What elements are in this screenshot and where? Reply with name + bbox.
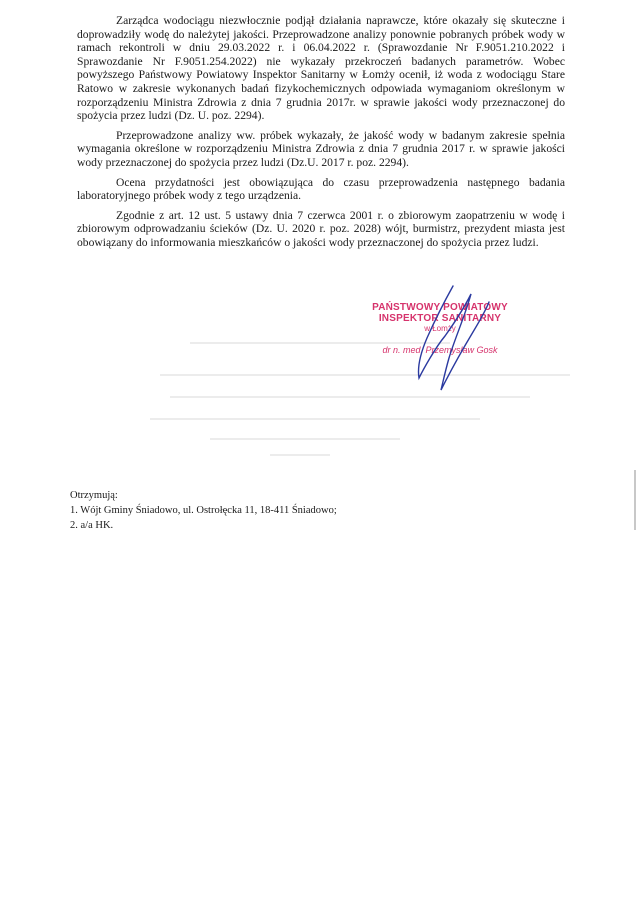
- paragraph-legal-obligation: Zgodnie z art. 12 ust. 5 ustawy dnia 7 czerwca 2001 r. o zbiorowym zaopatrzeniu w wodę i zbiorowym odprowadzaniu ścieków (Dz. U. 2020 r. poz. 2028) wójt, burmistrz, prezydent miasta jest obowiązany do informowania mieszkańców o jakości wody przeznaczonej do spożycia przez ludzi.: [77, 208, 565, 249]
- paragraph-validity: Ocena przydatności jest obowiązująca do czasu przeprowadzenia następnego badania laboratoryjnego próbek wody z tego urządzenia.: [77, 175, 565, 203]
- stamp-signer-name: dr n. med. Przemysław Gosk: [382, 345, 498, 355]
- body-text: [77, 14, 565, 256]
- recipients-heading: Otrzymują:: [70, 490, 118, 501]
- stamp-line-1: PAŃSTWOWY POWIATOWY: [372, 302, 508, 313]
- paragraph-remedial-actions: Zarządca wodociągu niezwłocznie podjął działania naprawcze, które okazały się skuteczne i doprowadziły wodę do należytej jakości. Przeprowadzone analizy ponownie pobranych próbek wody w ramach rekontroli w dniu 29.03.2022 r. i 06.04.2022 r. (Sprawozdanie Nr F.9051.210.2022 i Sprawozdanie Nr F.9051.254.2022) nie wykazały przekroczeń badanych parametrów. Wobec powyższego Państwowy Powiatowy Inspektor Sanitarny w Łomży ocenił, iż woda z wodociągu Stare Ratowo w zakresie wykonanych badań fizykochemicznych odpowiada wymaganiom określonym w rozporządzeniu Ministra Zdrowia z dnia 7 grudnia 2017r. w sprawie jakości wody przeznaczonej do spożycia przez ludzi (Dz. U. poz. 2294).: [77, 14, 565, 123]
- paragraph-analysis-result: Przeprowadzone analizy ww. próbek wykazały, że jakość wody w badanym zakresie spełnia wymagania określone w rozporządzeniu Ministra Zdrowia z dnia 7 grudnia 2017 r. w sprawie jakości wody przeznaczonej do spożycia przez ludzi (Dz.U. 2017 r. poz. 2294).: [77, 128, 565, 169]
- scan-edge-mark: [634, 470, 636, 530]
- stamp-line-3: w Łomży: [424, 324, 456, 333]
- recipient-item: 2. a/a HK.: [70, 520, 114, 531]
- recipient-item: 1. Wójt Gminy Śniadowo, ul. Ostrołęcka 11, 18-411 Śniadowo;: [70, 505, 337, 516]
- handwritten-signature: [405, 282, 495, 394]
- recipients-section: [70, 488, 470, 533]
- stamp-line-2: INSPEKTOR SANITARNY: [378, 313, 502, 324]
